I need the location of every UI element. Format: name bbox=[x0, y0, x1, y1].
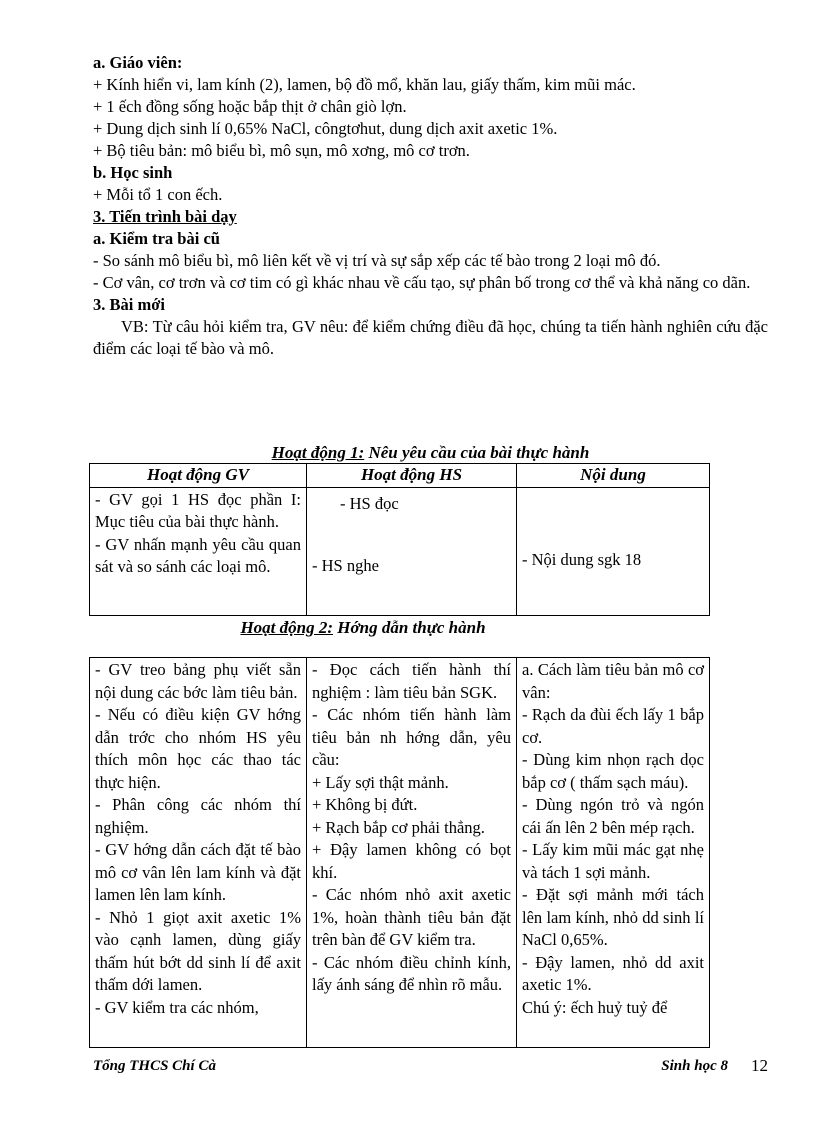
hs-item: - Các nhóm điều chỉnh kính, lấy ánh sáng để nhìn rõ mẫu. bbox=[312, 952, 511, 994]
content-item: - Dùng ngón trỏ và ngón cái ấn lên 2 bên mép rạch. bbox=[522, 795, 704, 837]
teacher-item: + Kính hiển vi, lam kính (2), lamen, bộ đồ mổ, khăn lau, giấy thấm, kim mũi mác. bbox=[93, 75, 636, 94]
activity2-content-cell bbox=[517, 658, 710, 1048]
check-heading: a. Kiểm tra bài cũ bbox=[93, 229, 220, 248]
content-item: - Lấy kim mũi mác gạt nhẹ và tách 1 sợi mảnh. bbox=[522, 840, 704, 882]
hs-item: - HS đọc bbox=[340, 493, 399, 513]
check-item: - So sánh mô biểu bì, mô liên kết về vị trí và sự sắp xếp các tế bào trong 2 loại mô đó. bbox=[93, 251, 661, 270]
content-item: - Đặt sợi mảnh mới tách lên lam kính, nhỏ dd sinh lí NaCl 0,65%. bbox=[522, 885, 704, 949]
activity1-table bbox=[89, 463, 710, 616]
activity2-title-label: Hoạt động 2: bbox=[240, 618, 334, 637]
activity2-table bbox=[89, 657, 710, 1048]
activity2-gv-cell bbox=[90, 658, 307, 1048]
activity2-hs-cell bbox=[307, 658, 517, 1048]
progress-heading: 3. Tiến trình bài dạy bbox=[93, 207, 237, 226]
gv-item: - Nhỏ 1 giọt axit axetic 1% vào cạnh lamen, dùng giấy thấm hút bớt dd sinh lí để axit thấm dới lamen. bbox=[95, 907, 301, 994]
activity1-title-label: Hoạt động 1: bbox=[271, 443, 365, 462]
footer-school: Tổng THCS Chí Cà bbox=[93, 1058, 216, 1074]
content-item: - Dùng kim nhọn rạch dọc bắp cơ ( thấm sạch máu). bbox=[522, 750, 704, 792]
activity1-title-text: Nêu yêu cầu của bài thực hành bbox=[364, 443, 590, 462]
hs-item: - Các nhóm tiến hành làm tiêu bản nh hớng dẫn, yêu cầu: bbox=[312, 705, 511, 769]
teacher-section bbox=[93, 52, 768, 360]
teacher-item: + 1 ếch đồng sống hoặc bắp thịt ở chân giò lợn. bbox=[93, 97, 407, 116]
content-item: a. Cách làm tiêu bản mô cơ vân: bbox=[522, 660, 704, 702]
page-footer bbox=[93, 1058, 768, 1082]
hs-item: + Không bị đứt. bbox=[312, 795, 418, 814]
header-hs: Hoạt động HS bbox=[307, 464, 517, 488]
teacher-item: + Bộ tiêu bản: mô biểu bì, mô sụn, mô xơng, mô cơ trơn. bbox=[93, 141, 470, 160]
gv-item: - GV nhấn mạnh yêu cầu quan sát và so sánh các loại mô. bbox=[95, 534, 301, 576]
check-item: - Cơ vân, cơ trơn và cơ tim có gì khác nhau về cấu tạo, sự phân bố trong cơ thể và khả năng co dãn. bbox=[93, 273, 751, 292]
activity1-hs-cell bbox=[307, 487, 517, 615]
activity2-title-text: Hớng dẫn thực hành bbox=[333, 618, 486, 637]
hs-item: - HS nghe bbox=[312, 556, 379, 575]
gv-item: - Nếu có điều kiện GV hớng dẫn trớc cho nhóm HS yêu thích môn học các thao tác thực hiện. bbox=[95, 705, 301, 792]
content-item: - Rạch da đùi ếch lấy 1 bắp cơ. bbox=[522, 705, 704, 747]
content-item: - Đậy lamen, nhỏ dd axit axetic 1%. bbox=[522, 952, 704, 994]
new-lesson-intro: VB: Từ câu hỏi kiểm tra, GV nêu: để kiểm chứng điều đã học, chúng ta tiến hành nghiên cứu đặc điểm các loại tế bào và mô. bbox=[93, 317, 768, 358]
activity2-title bbox=[93, 618, 633, 638]
teacher-heading: a. Giáo viên: bbox=[93, 53, 183, 72]
content-item: Chú ý: ếch huỷ tuỷ để bbox=[522, 997, 668, 1017]
gv-item: - GV kiểm tra các nhóm, bbox=[95, 997, 259, 1017]
hs-item: - Đọc cách tiến hành thí nghiệm : làm tiêu bản SGK. bbox=[312, 660, 511, 702]
teacher-item: + Dung dịch sinh lí 0,65% NaCl, côngtơhut, dung dịch axit axetic 1%. bbox=[93, 119, 558, 138]
header-gv: Hoạt động GV bbox=[90, 464, 307, 488]
content-item: - Nội dung sgk 18 bbox=[522, 549, 642, 569]
student-heading: b. Học sinh bbox=[93, 163, 173, 182]
activity1-title bbox=[93, 443, 768, 463]
hs-item: + Lấy sợi thật mảnh. bbox=[312, 772, 449, 792]
gv-item: - GV treo bảng phụ viết sẵn nội dung các bớc làm tiêu bản. bbox=[95, 660, 301, 702]
gv-item: - Phân công các nhóm thí nghiệm. bbox=[95, 795, 301, 837]
activity1-content-cell bbox=[517, 487, 710, 615]
gv-item: - GV hớng dẫn cách đặt tế bào mô cơ vân lên lam kính và đặt lamen lên lam kính. bbox=[95, 840, 301, 904]
hs-item: + Rạch bắp cơ phải thẳng. bbox=[312, 817, 485, 837]
hs-item: + Đậy lamen không có bọt khí. bbox=[312, 840, 511, 882]
page-number: 12 bbox=[751, 1056, 768, 1075]
new-lesson-heading: 3. Bài mới bbox=[93, 295, 165, 314]
hs-item: - Các nhóm nhỏ axit axetic 1%, hoàn thành tiêu bản đặt trên bàn để GV kiểm tra. bbox=[312, 885, 511, 949]
footer-subject: Sinh học 8 bbox=[661, 1058, 728, 1074]
header-content: Nội dung bbox=[517, 464, 710, 488]
student-item: + Mỗi tổ 1 con ếch. bbox=[93, 185, 223, 204]
gv-item: - GV gọi 1 HS đọc phần I: Mục tiêu của bài thực hành. bbox=[95, 489, 301, 531]
activity1-gv-cell bbox=[90, 487, 307, 615]
